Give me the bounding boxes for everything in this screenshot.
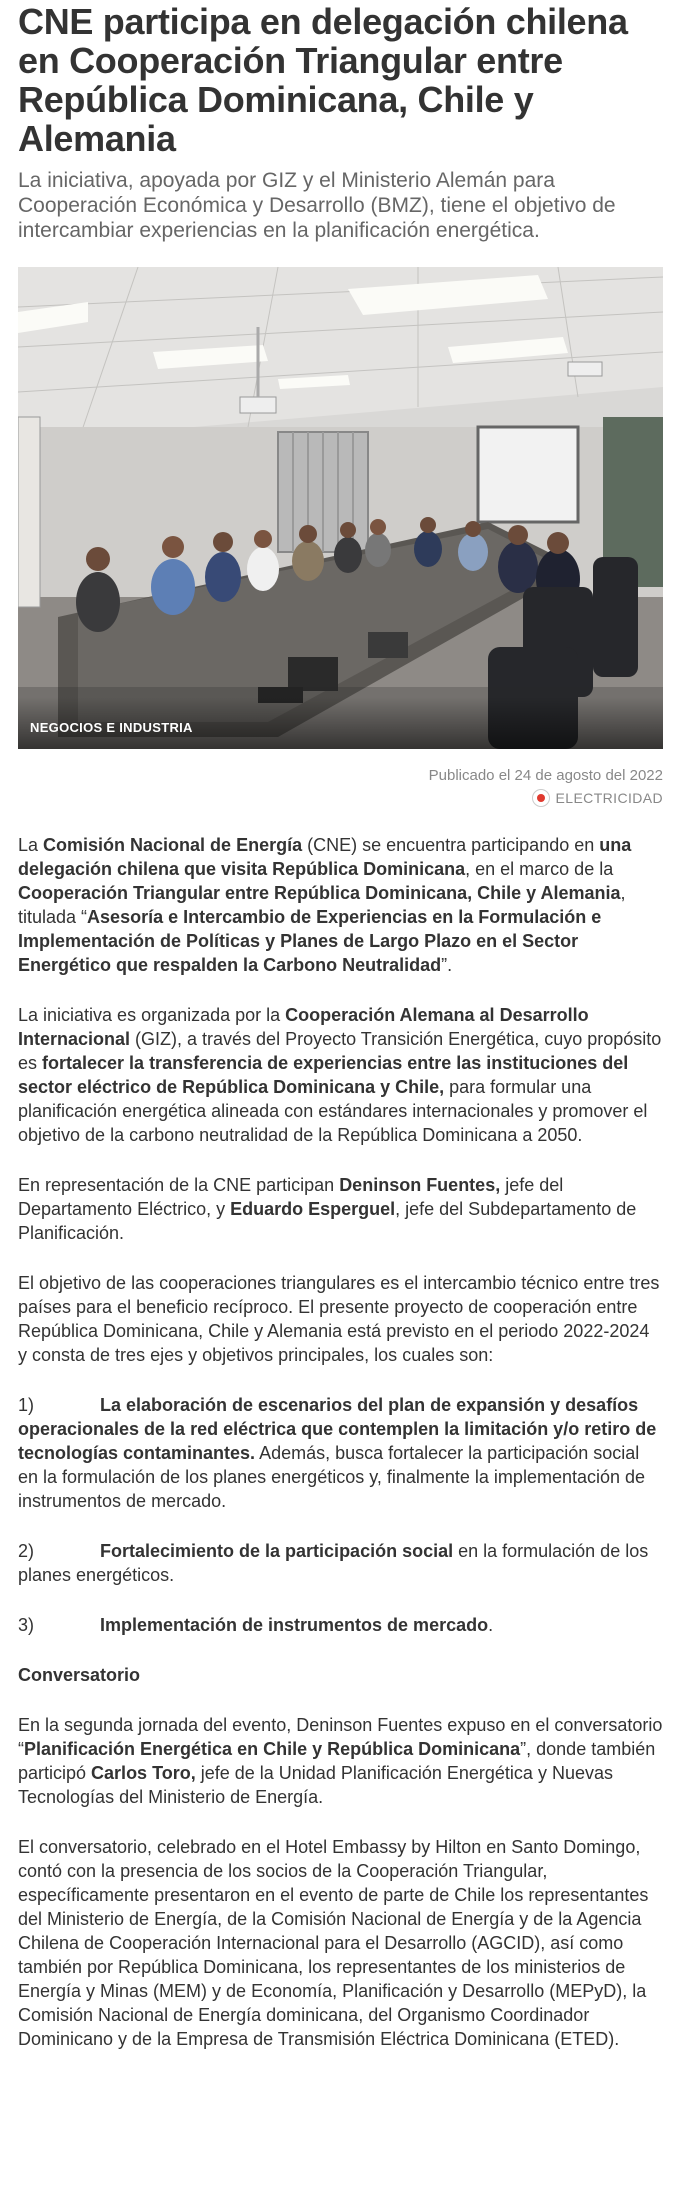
hero-image[interactable]	[18, 267, 663, 749]
text: (GIZ), a través del Proyecto Transición Energética, cuyo propósito es	[18, 1029, 662, 1073]
text: (CNE) se encuentra participando en	[302, 835, 600, 855]
text: jefe de la Unidad Planificación Energética y Nuevas Tecnologías del Ministerio de Energía.	[18, 1763, 613, 1807]
electricity-category-icon	[532, 789, 550, 807]
paragraph: El objetivo de las cooperaciones triangulares es el intercambio técnico entre tres países para el beneficio recíproco. El presente proyecto de cooperación entre República Dominicana, Chile y Alemania está previsto en el periodo 2022-2024 y consta de tres ejes y objetivos principales, los cuales son:	[18, 1273, 660, 1365]
publish-date: Publicado el 24 de agosto del 2022	[428, 767, 663, 784]
paragraph	[18, 1003, 663, 1147]
bold-text: una delegación chilena que visita República Dominicana	[18, 835, 632, 879]
image-category-label[interactable]: NEGOCIOS E INDUSTRIA	[30, 720, 193, 735]
list-number: 2)	[18, 1541, 35, 1561]
list-item	[18, 1539, 663, 1587]
paragraph: El conversatorio, celebrado en el Hotel Embassy by Hilton en Santo Domingo, contó con la presencia de los socios de la Cooperación Triangular, específicamente presentaron en el evento de parte de Chile los representantes del Ministerio de Energía, de la Comisión Nacional de Energía y de la Agencia Chilena de Cooperación Internacional para el Desarrollo (AGCID), así como también por República Dominicana, los representantes de los ministerios de Energía y Minas (MEM) y de Economía, Planificación y Desarrollo (MEPyD), la Comisión Nacional de Energía dominicana, del Organismo Coordinador Dominicano y de la Empresa de Transmisión Eléctrica Dominicana (ETED).	[18, 1837, 649, 2049]
text: , en el marco de la	[465, 859, 614, 879]
article-meta	[18, 765, 663, 809]
text: ”, donde también participó	[18, 1739, 656, 1783]
meeting-room-photo	[18, 267, 663, 749]
text: en la formulación de los planes energéticos.	[18, 1541, 649, 1585]
bold-text: Cooperación Alemana al Desarrollo Internacional	[18, 1005, 589, 1049]
article-lead: La iniciativa, apoyada por GIZ y el Ministerio Alemán para Cooperación Económica y Desarrollo (BMZ), tiene el objetivo de intercambiar experiencias en la planificación energética.	[18, 169, 616, 242]
paragraph	[18, 833, 663, 977]
bold-text: Deninson Fuentes,	[339, 1175, 501, 1195]
paragraph	[18, 1713, 663, 1809]
text: Además, busca fortalecer la participación social en la formulación de los planes energéticos y, finalmente la implementación de instrumentos de mercado.	[18, 1443, 646, 1511]
list-number: 1)	[18, 1395, 35, 1415]
article-title: CNE participa en delegación chilena en Cooperación Triangular entre República Dominicana, Chile y Alemania	[18, 1, 628, 159]
bold-text: Implementación de instrumentos de mercado	[100, 1615, 489, 1635]
text: .	[488, 1615, 494, 1635]
article-body	[18, 833, 663, 2051]
bold-text: Comisión Nacional de Energía	[43, 835, 303, 855]
category-tag[interactable]	[532, 787, 663, 809]
list-item	[18, 1393, 663, 1513]
section-heading: Conversatorio	[18, 1665, 141, 1685]
bold-text: Asesoría e Intercambio de Experiencias en la Formulación e Implementación de Políticas y Planes de Largo Plazo en el Sector Energético que respalden la Carbono Neutralidad	[18, 907, 602, 975]
bold-text: Eduardo Esperguel	[230, 1199, 396, 1219]
text: En la segunda jornada del evento, Deninson Fuentes expuso en el conversatorio “	[18, 1715, 663, 1759]
category-label[interactable]: ELECTRICIDAD	[555, 790, 663, 806]
text: En representación de la CNE participan	[18, 1175, 340, 1195]
text: La iniciativa es organizada por la	[18, 1005, 286, 1025]
bold-text: Fortalecimiento de la participación social	[100, 1541, 454, 1561]
bold-text: La elaboración de escenarios del plan de expansión y desafíos operacionales de la red eléctrica que contemplen la limitación y/o retiro de tecnologías contaminantes.	[18, 1395, 657, 1463]
list-number: 3)	[18, 1615, 35, 1635]
bold-text: Planificación Energética en Chile y República Dominicana	[24, 1739, 521, 1759]
bold-text: Carlos Toro,	[91, 1763, 196, 1783]
text: , titulada “	[18, 883, 626, 927]
image-category-overlay	[18, 697, 663, 749]
bold-text: fortalecer la transferencia de experiencias entre las instituciones del sector eléctrico de República Dominicana y Chile,	[18, 1053, 629, 1097]
text: para formular una planificación energética alineada con estándares internacionales y promover el objetivo de la carbono neutralidad de la República Dominicana a 2050.	[18, 1077, 648, 1145]
text: jefe del Departamento Eléctrico, y	[18, 1175, 564, 1219]
list-item	[18, 1613, 663, 1637]
paragraph	[18, 1173, 663, 1245]
text: La	[18, 835, 44, 855]
text: , jefe del Subdepartamento de Planificación.	[18, 1199, 637, 1243]
text: ”.	[441, 955, 453, 975]
bold-text: Cooperación Triangular entre República Dominicana, Chile y Alemania	[18, 883, 621, 903]
